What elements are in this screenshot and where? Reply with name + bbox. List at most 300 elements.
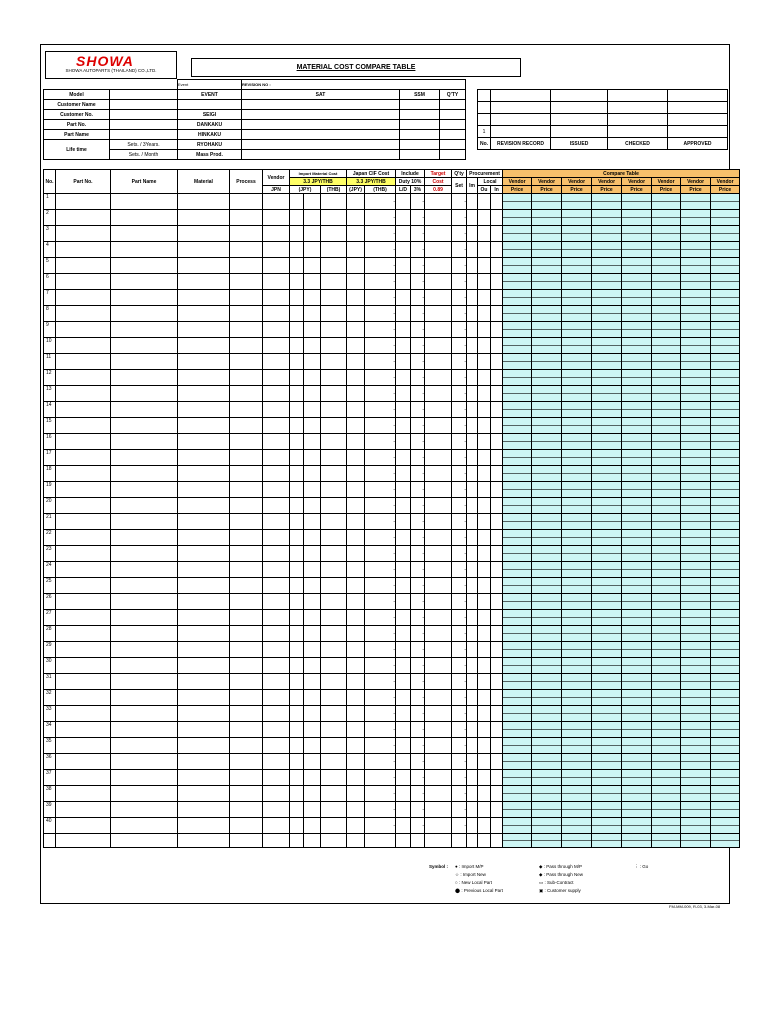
- cost-cell[interactable]: -: [411, 434, 425, 450]
- compare-price-cell[interactable]: [503, 674, 532, 690]
- data-cell[interactable]: [304, 418, 321, 434]
- data-cell[interactable]: [111, 306, 178, 322]
- cost-cell[interactable]: -: [365, 466, 396, 482]
- data-cell[interactable]: [56, 290, 111, 306]
- compare-price-cell[interactable]: [681, 610, 711, 626]
- compare-price-cell[interactable]: [622, 754, 652, 770]
- compare-price-cell[interactable]: [532, 674, 562, 690]
- data-cell[interactable]: [396, 738, 411, 754]
- cost-cell[interactable]: -: [365, 514, 396, 530]
- data-cell[interactable]: [321, 466, 347, 482]
- compare-price-cell[interactable]: [532, 434, 562, 450]
- data-cell[interactable]: [425, 226, 452, 242]
- data-cell[interactable]: [425, 706, 452, 722]
- compare-price-cell[interactable]: [652, 722, 681, 738]
- cost-cell[interactable]: -: [452, 242, 467, 258]
- data-cell[interactable]: [178, 642, 230, 658]
- data-cell[interactable]: [230, 354, 263, 370]
- cost-cell[interactable]: -: [452, 674, 467, 690]
- data-cell[interactable]: [290, 834, 304, 848]
- data-cell[interactable]: [56, 306, 111, 322]
- data-cell[interactable]: [491, 386, 503, 402]
- cost-cell[interactable]: -: [411, 370, 425, 386]
- cost-cell[interactable]: -: [452, 770, 467, 786]
- compare-price-cell[interactable]: [503, 786, 532, 802]
- compare-price-cell[interactable]: [562, 594, 592, 610]
- data-cell[interactable]: [321, 674, 347, 690]
- compare-price-cell[interactable]: [592, 754, 622, 770]
- compare-price-cell[interactable]: [592, 226, 622, 242]
- compare-price-cell[interactable]: [503, 306, 532, 322]
- compare-price-cell[interactable]: [711, 194, 740, 210]
- data-cell[interactable]: [263, 658, 290, 674]
- cost-cell[interactable]: -: [411, 498, 425, 514]
- data-cell[interactable]: [347, 786, 365, 802]
- data-cell[interactable]: [425, 418, 452, 434]
- data-cell[interactable]: [396, 706, 411, 722]
- data-cell[interactable]: [230, 482, 263, 498]
- data-cell[interactable]: [230, 786, 263, 802]
- data-cell[interactable]: [347, 354, 365, 370]
- data-cell[interactable]: [56, 658, 111, 674]
- data-cell[interactable]: [396, 290, 411, 306]
- data-cell[interactable]: [347, 242, 365, 258]
- data-cell[interactable]: [425, 722, 452, 738]
- data-cell[interactable]: [467, 722, 478, 738]
- compare-price-cell[interactable]: [681, 578, 711, 594]
- data-cell[interactable]: [478, 338, 491, 354]
- compare-price-cell[interactable]: [503, 466, 532, 482]
- compare-price-cell[interactable]: [622, 834, 652, 848]
- data-cell[interactable]: [111, 194, 178, 210]
- data-cell[interactable]: [491, 546, 503, 562]
- cost-cell[interactable]: -: [365, 498, 396, 514]
- data-cell[interactable]: [321, 370, 347, 386]
- compare-price-cell[interactable]: [711, 274, 740, 290]
- data-cell[interactable]: [467, 754, 478, 770]
- data-cell[interactable]: [491, 530, 503, 546]
- data-cell[interactable]: [290, 306, 304, 322]
- compare-price-cell[interactable]: [592, 210, 622, 226]
- data-cell[interactable]: [396, 482, 411, 498]
- data-cell[interactable]: [178, 610, 230, 626]
- data-cell[interactable]: [263, 754, 290, 770]
- cost-cell[interactable]: -: [365, 562, 396, 578]
- compare-price-cell[interactable]: [532, 706, 562, 722]
- data-cell[interactable]: [230, 690, 263, 706]
- cost-cell[interactable]: -: [365, 674, 396, 690]
- data-cell[interactable]: [425, 242, 452, 258]
- compare-price-cell[interactable]: [503, 530, 532, 546]
- compare-price-cell[interactable]: [622, 306, 652, 322]
- data-cell[interactable]: [263, 274, 290, 290]
- compare-price-cell[interactable]: [532, 610, 562, 626]
- compare-price-cell[interactable]: [652, 466, 681, 482]
- compare-price-cell[interactable]: [592, 834, 622, 848]
- compare-price-cell[interactable]: [562, 194, 592, 210]
- data-cell[interactable]: [396, 514, 411, 530]
- data-cell[interactable]: [263, 546, 290, 562]
- compare-price-cell[interactable]: [622, 322, 652, 338]
- compare-price-cell[interactable]: [681, 770, 711, 786]
- data-cell[interactable]: [111, 482, 178, 498]
- data-cell[interactable]: [263, 834, 290, 848]
- data-cell[interactable]: [467, 834, 478, 848]
- data-cell[interactable]: [304, 514, 321, 530]
- compare-price-cell[interactable]: [652, 226, 681, 242]
- data-cell[interactable]: [304, 226, 321, 242]
- compare-price-cell[interactable]: [652, 258, 681, 274]
- data-cell[interactable]: [230, 834, 263, 848]
- data-cell[interactable]: [304, 674, 321, 690]
- data-cell[interactable]: [321, 498, 347, 514]
- data-cell[interactable]: [230, 242, 263, 258]
- compare-price-cell[interactable]: [622, 418, 652, 434]
- data-cell[interactable]: [56, 226, 111, 242]
- cost-cell[interactable]: -: [365, 242, 396, 258]
- data-cell[interactable]: [111, 530, 178, 546]
- compare-price-cell[interactable]: [562, 482, 592, 498]
- data-cell[interactable]: [425, 738, 452, 754]
- data-cell[interactable]: [178, 802, 230, 818]
- data-cell[interactable]: [467, 786, 478, 802]
- data-cell[interactable]: [491, 610, 503, 626]
- cost-cell[interactable]: -: [411, 402, 425, 418]
- data-cell[interactable]: [263, 818, 290, 834]
- data-cell[interactable]: [263, 450, 290, 466]
- compare-price-cell[interactable]: [711, 546, 740, 562]
- cost-cell[interactable]: -: [365, 546, 396, 562]
- data-cell[interactable]: [478, 674, 491, 690]
- cost-cell[interactable]: -: [411, 242, 425, 258]
- cost-cell[interactable]: -: [411, 674, 425, 690]
- data-cell[interactable]: [304, 610, 321, 626]
- data-cell[interactable]: [263, 482, 290, 498]
- compare-price-cell[interactable]: [711, 402, 740, 418]
- compare-price-cell[interactable]: [503, 226, 532, 242]
- compare-price-cell[interactable]: [503, 626, 532, 642]
- data-cell[interactable]: [478, 258, 491, 274]
- data-cell[interactable]: [304, 562, 321, 578]
- data-cell[interactable]: [290, 402, 304, 418]
- data-cell[interactable]: [304, 818, 321, 834]
- data-cell[interactable]: [304, 498, 321, 514]
- data-cell[interactable]: [347, 818, 365, 834]
- data-cell[interactable]: [425, 514, 452, 530]
- data-cell[interactable]: [396, 498, 411, 514]
- compare-price-cell[interactable]: [592, 402, 622, 418]
- data-cell[interactable]: [321, 642, 347, 658]
- compare-price-cell[interactable]: [562, 306, 592, 322]
- data-cell[interactable]: [263, 706, 290, 722]
- data-cell[interactable]: [263, 642, 290, 658]
- data-cell[interactable]: [491, 722, 503, 738]
- compare-price-cell[interactable]: [503, 514, 532, 530]
- compare-price-cell[interactable]: [532, 770, 562, 786]
- compare-price-cell[interactable]: [711, 258, 740, 274]
- data-cell[interactable]: [304, 642, 321, 658]
- data-cell[interactable]: [347, 770, 365, 786]
- data-cell[interactable]: [178, 706, 230, 722]
- compare-price-cell[interactable]: [532, 690, 562, 706]
- data-cell[interactable]: [290, 450, 304, 466]
- compare-price-cell[interactable]: [681, 402, 711, 418]
- compare-price-cell[interactable]: [503, 434, 532, 450]
- data-cell[interactable]: [396, 306, 411, 322]
- data-cell[interactable]: [491, 658, 503, 674]
- cost-cell[interactable]: -: [411, 306, 425, 322]
- compare-price-cell[interactable]: [562, 338, 592, 354]
- data-cell[interactable]: [321, 258, 347, 274]
- data-cell[interactable]: [491, 578, 503, 594]
- cost-cell[interactable]: -: [452, 418, 467, 434]
- data-cell[interactable]: [321, 482, 347, 498]
- data-cell[interactable]: [491, 210, 503, 226]
- compare-price-cell[interactable]: [562, 514, 592, 530]
- data-cell[interactable]: [491, 322, 503, 338]
- compare-price-cell[interactable]: [503, 594, 532, 610]
- compare-price-cell[interactable]: [532, 594, 562, 610]
- data-cell[interactable]: [321, 658, 347, 674]
- cost-cell[interactable]: -: [411, 530, 425, 546]
- data-cell[interactable]: [290, 690, 304, 706]
- cost-cell[interactable]: -: [365, 802, 396, 818]
- data-cell[interactable]: [263, 722, 290, 738]
- compare-price-cell[interactable]: [503, 562, 532, 578]
- data-cell[interactable]: [478, 802, 491, 818]
- cost-cell[interactable]: -: [411, 818, 425, 834]
- data-cell[interactable]: [347, 610, 365, 626]
- compare-price-cell[interactable]: [503, 546, 532, 562]
- compare-price-cell[interactable]: [562, 242, 592, 258]
- data-cell[interactable]: [396, 690, 411, 706]
- cost-cell[interactable]: -: [452, 562, 467, 578]
- compare-price-cell[interactable]: [622, 242, 652, 258]
- data-cell[interactable]: [290, 642, 304, 658]
- data-cell[interactable]: [230, 594, 263, 610]
- data-cell[interactable]: [178, 242, 230, 258]
- data-cell[interactable]: [111, 274, 178, 290]
- data-cell[interactable]: [396, 594, 411, 610]
- data-cell[interactable]: [56, 546, 111, 562]
- data-cell[interactable]: [491, 674, 503, 690]
- compare-price-cell[interactable]: [503, 450, 532, 466]
- data-cell[interactable]: [321, 242, 347, 258]
- data-cell[interactable]: [396, 546, 411, 562]
- data-cell[interactable]: [56, 354, 111, 370]
- compare-price-cell[interactable]: [711, 418, 740, 434]
- part-no-field[interactable]: [110, 120, 178, 130]
- compare-price-cell[interactable]: [503, 770, 532, 786]
- compare-price-cell[interactable]: [622, 818, 652, 834]
- data-cell[interactable]: [111, 786, 178, 802]
- customer-name-field[interactable]: [110, 100, 178, 110]
- compare-price-cell[interactable]: [562, 578, 592, 594]
- data-cell[interactable]: [425, 834, 452, 848]
- data-cell[interactable]: [491, 738, 503, 754]
- compare-price-cell[interactable]: [562, 210, 592, 226]
- data-cell[interactable]: [491, 274, 503, 290]
- data-cell[interactable]: [321, 338, 347, 354]
- data-cell[interactable]: [263, 626, 290, 642]
- data-cell[interactable]: [56, 482, 111, 498]
- data-cell[interactable]: [321, 626, 347, 642]
- compare-price-cell[interactable]: [711, 290, 740, 306]
- data-cell[interactable]: [290, 626, 304, 642]
- data-cell[interactable]: [290, 562, 304, 578]
- data-cell[interactable]: [396, 834, 411, 848]
- compare-price-cell[interactable]: [532, 802, 562, 818]
- cost-cell[interactable]: -: [411, 194, 425, 210]
- data-cell[interactable]: [230, 210, 263, 226]
- cost-cell[interactable]: -: [411, 450, 425, 466]
- data-cell[interactable]: [56, 754, 111, 770]
- compare-price-cell[interactable]: [652, 530, 681, 546]
- compare-price-cell[interactable]: [711, 610, 740, 626]
- compare-price-cell[interactable]: [562, 818, 592, 834]
- cost-cell[interactable]: -: [365, 722, 396, 738]
- data-cell[interactable]: [56, 562, 111, 578]
- compare-price-cell[interactable]: [652, 274, 681, 290]
- data-cell[interactable]: [230, 450, 263, 466]
- data-cell[interactable]: [230, 338, 263, 354]
- cost-cell[interactable]: -: [365, 482, 396, 498]
- data-cell[interactable]: [396, 194, 411, 210]
- data-cell[interactable]: [111, 402, 178, 418]
- cost-cell[interactable]: -: [452, 578, 467, 594]
- data-cell[interactable]: [111, 258, 178, 274]
- compare-price-cell[interactable]: [681, 738, 711, 754]
- data-cell[interactable]: [478, 578, 491, 594]
- compare-price-cell[interactable]: [592, 594, 622, 610]
- data-cell[interactable]: [178, 418, 230, 434]
- data-cell[interactable]: [178, 210, 230, 226]
- data-cell[interactable]: [111, 802, 178, 818]
- data-cell[interactable]: [111, 338, 178, 354]
- cost-cell[interactable]: -: [411, 210, 425, 226]
- data-cell[interactable]: [290, 418, 304, 434]
- data-cell[interactable]: [304, 834, 321, 848]
- data-cell[interactable]: [425, 594, 452, 610]
- data-cell[interactable]: [478, 386, 491, 402]
- data-cell[interactable]: [304, 482, 321, 498]
- compare-price-cell[interactable]: [592, 274, 622, 290]
- compare-price-cell[interactable]: [711, 322, 740, 338]
- data-cell[interactable]: [304, 242, 321, 258]
- data-cell[interactable]: [425, 546, 452, 562]
- data-cell[interactable]: [263, 434, 290, 450]
- cost-cell[interactable]: -: [452, 338, 467, 354]
- data-cell[interactable]: [491, 754, 503, 770]
- data-cell[interactable]: [111, 562, 178, 578]
- compare-price-cell[interactable]: [592, 770, 622, 786]
- data-cell[interactable]: [230, 418, 263, 434]
- data-cell[interactable]: [347, 578, 365, 594]
- data-cell[interactable]: [304, 194, 321, 210]
- compare-price-cell[interactable]: [503, 498, 532, 514]
- data-cell[interactable]: [290, 338, 304, 354]
- data-cell[interactable]: [178, 594, 230, 610]
- compare-price-cell[interactable]: [562, 674, 592, 690]
- cost-cell[interactable]: -: [452, 594, 467, 610]
- compare-price-cell[interactable]: [711, 226, 740, 242]
- data-cell[interactable]: [347, 290, 365, 306]
- cost-cell[interactable]: -: [365, 658, 396, 674]
- data-cell[interactable]: [347, 338, 365, 354]
- data-cell[interactable]: [347, 834, 365, 848]
- data-cell[interactable]: [178, 434, 230, 450]
- data-cell[interactable]: [467, 610, 478, 626]
- data-cell[interactable]: [304, 786, 321, 802]
- data-cell[interactable]: [478, 770, 491, 786]
- compare-price-cell[interactable]: [711, 642, 740, 658]
- data-cell[interactable]: [178, 498, 230, 514]
- compare-price-cell[interactable]: [711, 530, 740, 546]
- data-cell[interactable]: [56, 786, 111, 802]
- compare-price-cell[interactable]: [652, 514, 681, 530]
- data-cell[interactable]: [452, 834, 467, 848]
- data-cell[interactable]: [467, 690, 478, 706]
- compare-price-cell[interactable]: [562, 706, 592, 722]
- data-cell[interactable]: [478, 562, 491, 578]
- compare-price-cell[interactable]: [532, 562, 562, 578]
- cost-cell[interactable]: -: [411, 690, 425, 706]
- compare-price-cell[interactable]: [562, 418, 592, 434]
- data-cell[interactable]: [425, 658, 452, 674]
- data-cell[interactable]: [304, 386, 321, 402]
- compare-price-cell[interactable]: [532, 722, 562, 738]
- data-cell[interactable]: [425, 290, 452, 306]
- cost-cell[interactable]: -: [411, 738, 425, 754]
- cost-cell[interactable]: -: [452, 626, 467, 642]
- compare-price-cell[interactable]: [503, 370, 532, 386]
- compare-price-cell[interactable]: [681, 258, 711, 274]
- cost-cell[interactable]: -: [411, 578, 425, 594]
- data-cell[interactable]: [111, 834, 178, 848]
- cost-cell[interactable]: -: [411, 562, 425, 578]
- cost-cell[interactable]: -: [411, 386, 425, 402]
- data-cell[interactable]: [56, 418, 111, 434]
- data-cell[interactable]: [347, 754, 365, 770]
- data-cell[interactable]: [321, 546, 347, 562]
- data-cell[interactable]: [467, 274, 478, 290]
- data-cell[interactable]: [263, 338, 290, 354]
- data-cell[interactable]: [467, 418, 478, 434]
- compare-price-cell[interactable]: [622, 482, 652, 498]
- data-cell[interactable]: [491, 258, 503, 274]
- compare-price-cell[interactable]: [652, 802, 681, 818]
- data-cell[interactable]: [425, 770, 452, 786]
- compare-price-cell[interactable]: [592, 498, 622, 514]
- compare-price-cell[interactable]: [711, 786, 740, 802]
- data-cell[interactable]: [111, 242, 178, 258]
- data-cell[interactable]: [111, 466, 178, 482]
- data-cell[interactable]: [304, 690, 321, 706]
- data-cell[interactable]: [467, 594, 478, 610]
- compare-price-cell[interactable]: [711, 466, 740, 482]
- data-cell[interactable]: [111, 674, 178, 690]
- data-cell[interactable]: [396, 354, 411, 370]
- compare-price-cell[interactable]: [681, 498, 711, 514]
- compare-price-cell[interactable]: [592, 642, 622, 658]
- compare-price-cell[interactable]: [592, 306, 622, 322]
- data-cell[interactable]: [230, 578, 263, 594]
- data-cell[interactable]: [178, 786, 230, 802]
- data-cell[interactable]: [56, 578, 111, 594]
- data-cell[interactable]: [263, 738, 290, 754]
- data-cell[interactable]: [178, 482, 230, 498]
- compare-price-cell[interactable]: [562, 498, 592, 514]
